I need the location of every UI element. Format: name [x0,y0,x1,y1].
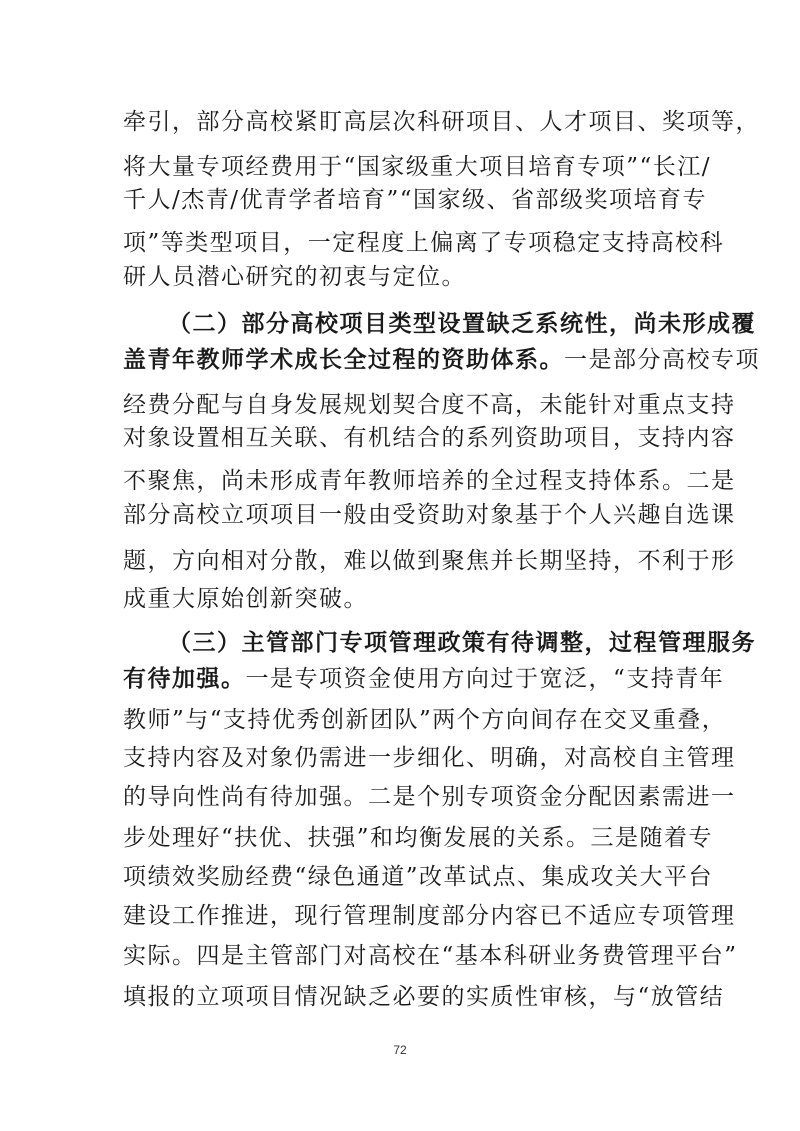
body-line: 不聚焦，尚未形成青年教师培养的全过程支持体系。二是 [123,468,736,494]
section-heading-3: （三）主管部门专项管理政策有待调整，过程管理服务 [168,629,756,656]
section-heading-2: （二）部分高校项目类型设置缺乏系统性，尚未形成覆 [168,310,756,337]
body-line: 研人员潜心研究的初衷与定位。 [123,264,466,290]
body-line: 牵引，部分高校紧盯高层次科研项目、人才项目、奖项等， [123,109,760,135]
body-text: 一是部分高校专项 [564,347,760,373]
body-line: 步处理好“扶优、扶强”和均衡发展的关系。三是随着专 [123,825,714,851]
section-heading-2-cont: 盖青年教师学术成长全过程的资助体系。 [123,346,564,373]
section-heading-3-cont: 有待加强。 [123,665,246,692]
body-line: 填报的立项项目情况缺乏必要的实质性审核，与“放管结 [123,984,725,1010]
body-line: 将大量专项经费用于“国家级重大项目培育专项”“长江/ [123,154,712,180]
body-line: 建设工作推进，现行管理制度部分内容已不适应专项管理 [123,903,736,929]
body-line: 经费分配与自身发展规划契合度不高，未能针对重点支持 [123,392,736,418]
body-line: 对象设置相互关联、有机结合的系列资助项目，支持内容 [123,425,736,451]
body-line [123,664,725,694]
body-line: 的导向性尚有待加强。二是个别专项资金分配因素需进一 [123,784,736,810]
body-line: 成重大原始创新突破。 [123,586,368,612]
body-line [123,345,760,375]
page-number: 72 [393,1043,407,1057]
body-line: 题，方向相对分散，难以做到聚焦并长期坚持，不利于形 [123,548,736,574]
body-line: 部分高校立项项目一般由受资助对象基于个人兴趣自选课 [123,502,736,528]
body-line: 项绩效奖励经费“绿色通道”改革试点、集成攻关大平台 [123,864,714,890]
body-line: 千人/杰青/优青学者培育”“国家级、省部级奖项培育专 [123,187,708,213]
body-line: 教师”与“支持优秀创新团队”两个方向间存在交叉重叠， [123,707,727,733]
body-line: 实际。四是主管部门对高校在“基本科研业务费管理平台” [123,943,738,969]
body-line: 项”等类型项目，一定程度上偏离了专项稳定支持高校科 [123,230,725,256]
body-line: 支持内容及对象仍需进一步细化、明确，对高校自主管理 [123,745,736,771]
body-text: 一是专项资金使用方向过于宽泛，“支持青年 [245,666,725,692]
